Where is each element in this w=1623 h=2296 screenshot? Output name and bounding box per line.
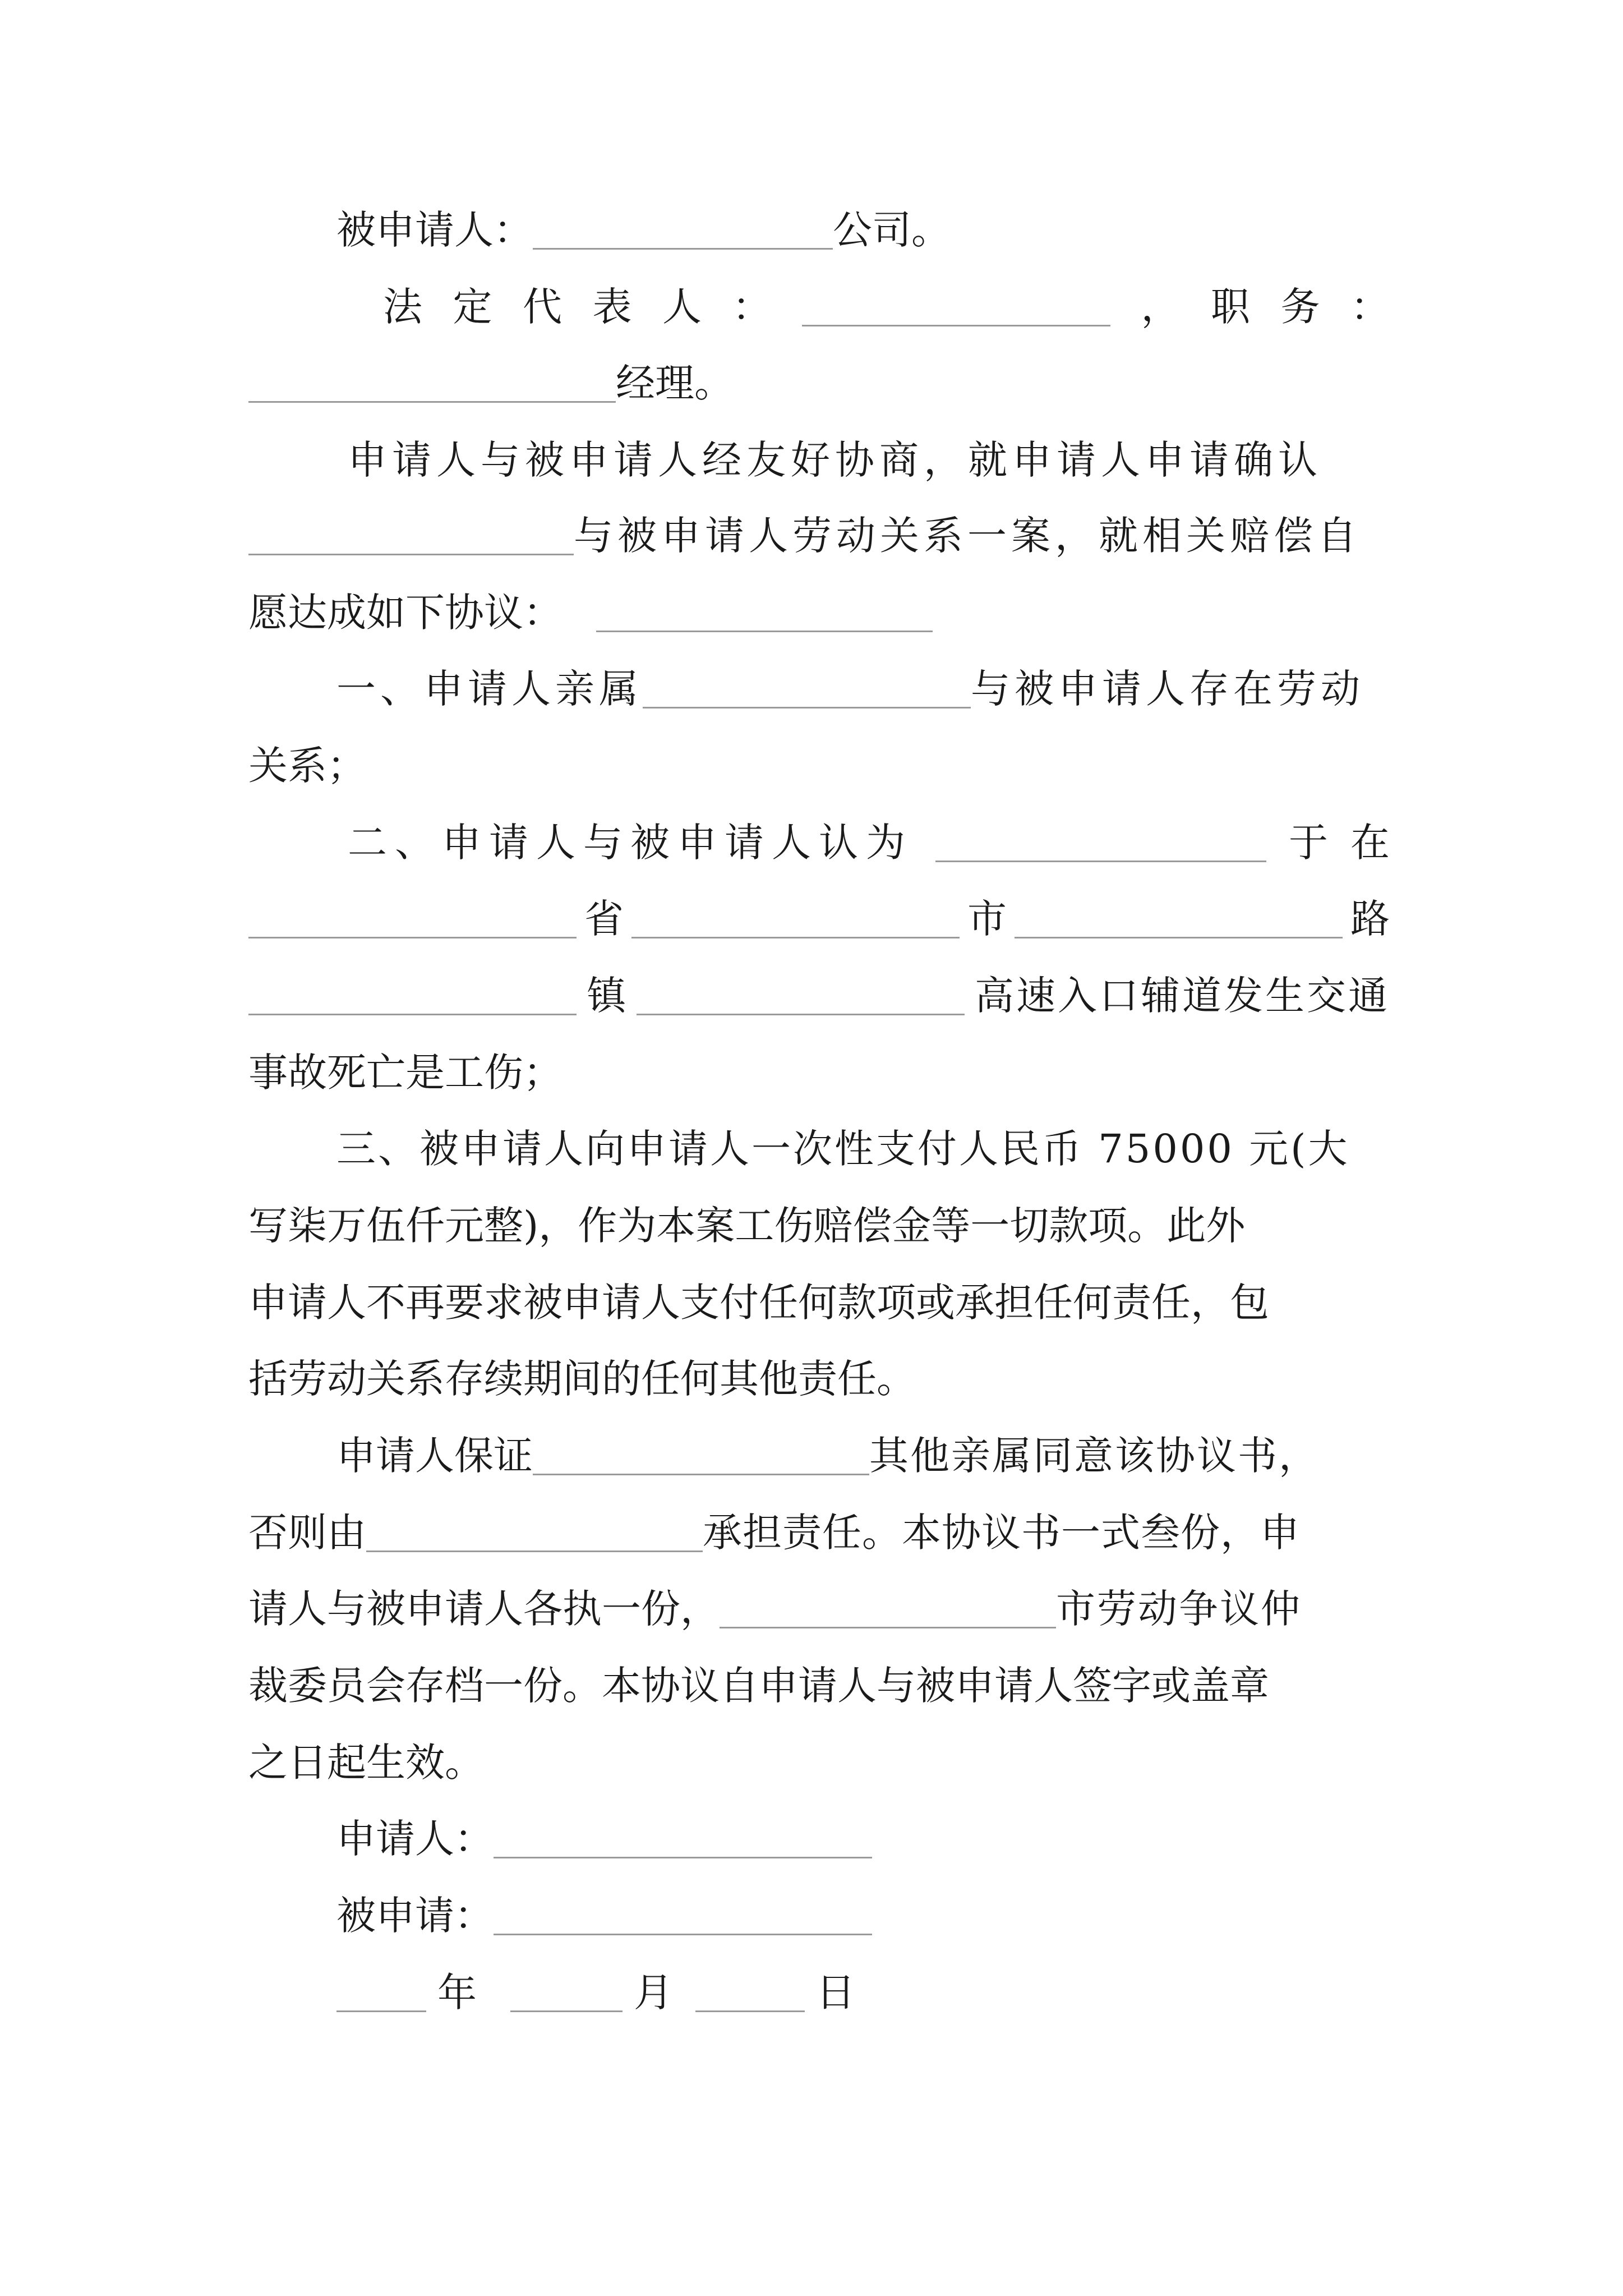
item2-line-1 bbox=[348, 820, 1390, 866]
road-blank[interactable] bbox=[1015, 901, 1343, 938]
agreement-blank[interactable] bbox=[596, 595, 933, 632]
date-line bbox=[336, 1970, 866, 2016]
item2-zai: 在 bbox=[1350, 820, 1390, 866]
intro-text-2: 与被申请人劳动关系一案，就相关赔偿自 bbox=[574, 513, 1361, 559]
legal-rep-char: 法 bbox=[383, 284, 422, 330]
item1-suffix: 与被申请人存在劳动 bbox=[971, 666, 1364, 712]
item2-shi: 市 bbox=[967, 896, 1007, 942]
month-blank[interactable] bbox=[510, 1975, 623, 2012]
position-suffix: 经理。 bbox=[616, 360, 734, 406]
item2-road-suffix: 高速入口辅道发生交通 bbox=[974, 973, 1390, 1019]
guarantee-line-4 bbox=[248, 1663, 1390, 1709]
deceased-name-blank[interactable] bbox=[248, 518, 574, 555]
position-line bbox=[248, 360, 734, 406]
intro-text-3: 愿达成如下协议： bbox=[248, 590, 562, 636]
item2-zhen: 镇 bbox=[587, 973, 626, 1019]
guarantee-line-3 bbox=[248, 1586, 1302, 1632]
guarantee-prefix: 申请人保证 bbox=[336, 1433, 533, 1479]
legal-rep-char: 务 bbox=[1280, 284, 1320, 330]
item1-line-2 bbox=[248, 743, 366, 789]
legal-rep-char: ， bbox=[1141, 284, 1181, 330]
intro-text-1: 申请人与被申请人经友好协商，就申请人申请确认 bbox=[348, 437, 1322, 483]
item3-text-2: 写柒万伍仟元整)，作为本案工伤赔偿金等一切款项。此外 bbox=[248, 1203, 1246, 1249]
legal-rep-char: 定 bbox=[453, 284, 492, 330]
respondent-company-blank[interactable] bbox=[533, 213, 833, 250]
item3-line-4 bbox=[248, 1356, 916, 1402]
applicant-signature-blank[interactable] bbox=[494, 1821, 872, 1858]
day-label: 日 bbox=[816, 1970, 855, 2016]
month-label: 月 bbox=[634, 1970, 673, 2016]
item3-text-4: 括劳动关系存续期间的任何其他责任。 bbox=[248, 1356, 916, 1402]
item1-text-2: 关系； bbox=[248, 743, 366, 789]
item3-line-2 bbox=[248, 1203, 1390, 1249]
respondent-suffix: 公司。 bbox=[833, 207, 951, 253]
guarantor-blank[interactable] bbox=[533, 1438, 869, 1475]
item3-line-1 bbox=[336, 1126, 1390, 1172]
highway-blank[interactable] bbox=[637, 978, 965, 1015]
year-label: 年 bbox=[437, 1970, 477, 2016]
day-blank[interactable] bbox=[695, 1975, 805, 2012]
responsible-party-blank[interactable] bbox=[366, 1515, 703, 1552]
position-blank[interactable] bbox=[248, 366, 616, 403]
town-blank[interactable] bbox=[248, 978, 577, 1015]
guarantee-text-3a: 请人与被申请人各执一份， bbox=[248, 1586, 720, 1632]
item1-prefix: 一、申请人亲属 bbox=[336, 666, 643, 712]
respondent-signature-line bbox=[336, 1893, 872, 1939]
applicant-signature-label: 申请人： bbox=[336, 1816, 494, 1862]
applicant-signature-line bbox=[336, 1816, 872, 1862]
relative-name-blank[interactable] bbox=[643, 671, 971, 708]
item2-line-2 bbox=[248, 896, 1390, 942]
item2-sheng: 省 bbox=[584, 896, 624, 942]
item3-text-1: 三、被申请人向申请人一次性支付人民币 75000 元(大 bbox=[336, 1126, 1350, 1172]
guarantee-text-4: 裁委员会存档一份。本协议自申请人与被申请人签字或盖章 bbox=[248, 1663, 1269, 1709]
intro-line-2 bbox=[248, 513, 1361, 559]
legal-rep-char: 职 bbox=[1211, 284, 1250, 330]
intro-line-1 bbox=[348, 437, 1390, 483]
respondent-label: 被申请人： bbox=[336, 207, 533, 253]
legal-rep-char: ： bbox=[1350, 284, 1390, 330]
guarantee-suffix: 其他亲属同意该协议书， bbox=[869, 1433, 1320, 1479]
province-blank[interactable] bbox=[248, 901, 577, 938]
item3-line-3 bbox=[248, 1280, 1390, 1326]
guarantee-text-3b: 市劳动争议仲 bbox=[1056, 1586, 1302, 1632]
guarantee-line-1 bbox=[336, 1433, 1320, 1479]
legal-rep-line bbox=[383, 284, 1390, 330]
year-blank[interactable] bbox=[336, 1975, 426, 2012]
legal-rep-char: ： bbox=[732, 284, 772, 330]
guarantee-text-2b: 承担责任。本协议书一式叁份，申 bbox=[703, 1510, 1300, 1556]
item2-line-4 bbox=[248, 1050, 562, 1096]
guarantee-line-2 bbox=[248, 1510, 1300, 1556]
item3-text-3: 申请人不再要求被申请人支付任何款项或承担任何责任，包 bbox=[248, 1280, 1269, 1326]
respondent-signature-blank[interactable] bbox=[494, 1898, 872, 1935]
arbitration-city-blank[interactable] bbox=[720, 1591, 1056, 1628]
legal-rep-char: 表 bbox=[592, 284, 632, 330]
guarantee-text-5: 之日起生效。 bbox=[248, 1740, 484, 1786]
legal-rep-name-blank[interactable] bbox=[802, 289, 1110, 326]
item2-line-3 bbox=[248, 973, 1390, 1019]
date-blank[interactable] bbox=[935, 825, 1266, 862]
intro-line-3 bbox=[248, 590, 933, 636]
guarantee-text-2a: 否则由 bbox=[248, 1510, 366, 1556]
item2-yu: 于 bbox=[1289, 820, 1328, 866]
legal-rep-char: 代 bbox=[523, 284, 562, 330]
respondent-signature-label: 被申请： bbox=[336, 1893, 494, 1939]
respondent-line bbox=[336, 207, 951, 253]
city-blank[interactable] bbox=[631, 901, 960, 938]
item2-text-4: 事故死亡是工伤； bbox=[248, 1050, 562, 1096]
item1-line-1 bbox=[336, 666, 1364, 712]
legal-rep-char: 人 bbox=[662, 284, 702, 330]
item2-lu: 路 bbox=[1350, 896, 1390, 942]
guarantee-line-5 bbox=[248, 1740, 484, 1786]
item2-prefix: 二、申请人与被申请人认为 bbox=[348, 820, 913, 866]
